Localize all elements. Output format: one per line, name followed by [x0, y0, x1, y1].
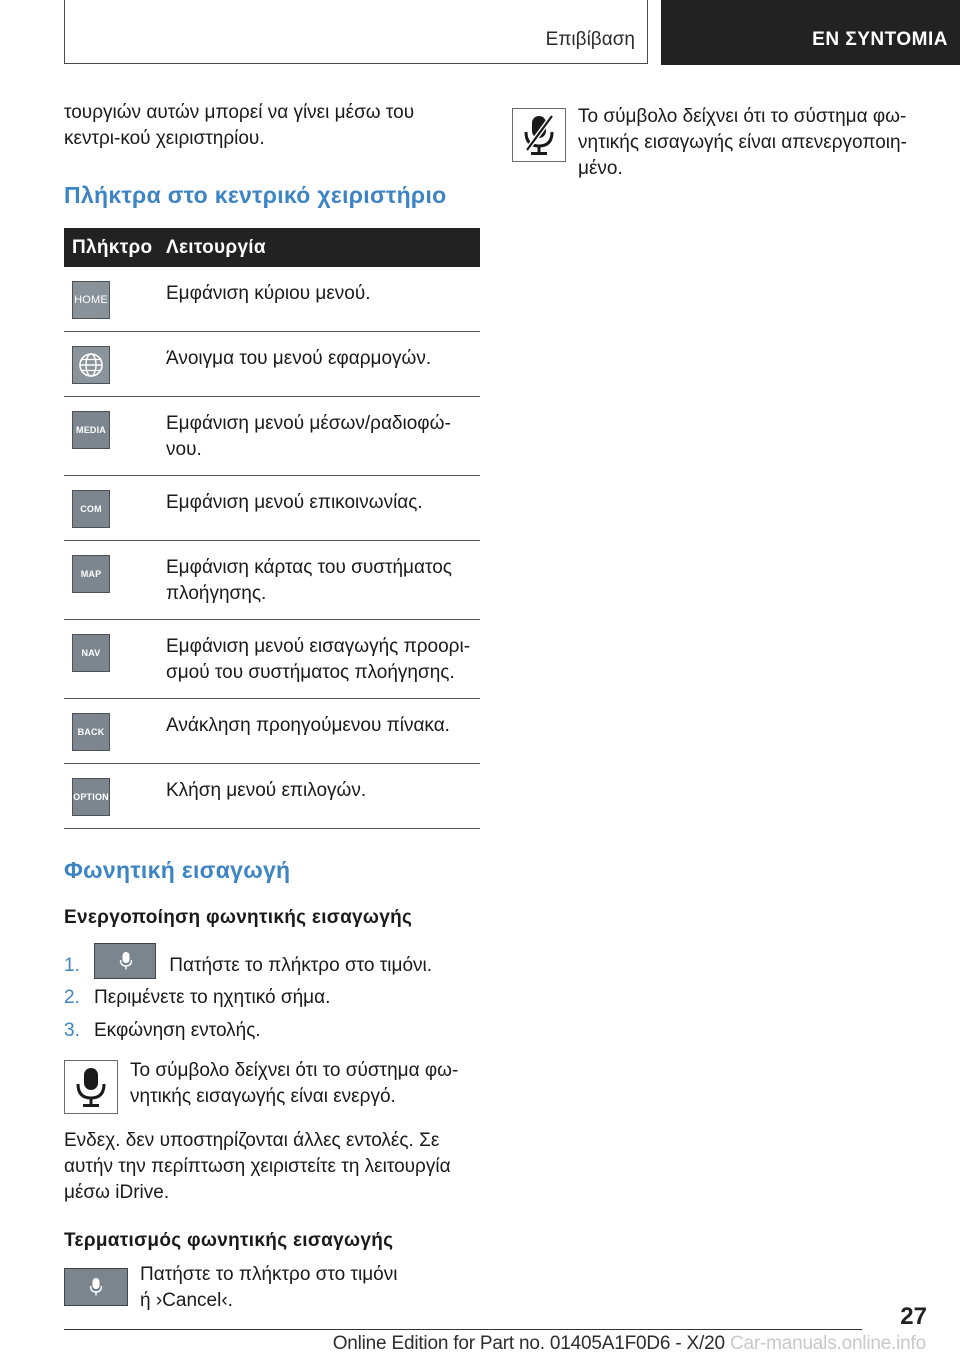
row-function: Εμφάνιση μενού μέσων/ραδιοφώ-νου.: [166, 397, 480, 476]
end-voice-text-line1: Πατήστε το πλήκτρο στο τιμόνι: [140, 1264, 398, 1286]
home-key-icon: HOME: [72, 281, 110, 319]
option-key-icon: OPTION: [72, 778, 110, 816]
header-chapter-title: ΕΝ ΣΥΝΤΟΜΙΑ: [812, 29, 948, 50]
globe-icon: [78, 352, 104, 378]
steering-voice-button-icon: [64, 1268, 128, 1306]
step-number: 2.: [64, 987, 80, 1009]
col-header-function: Λειτουργία: [166, 228, 480, 267]
microphone-icon: [119, 951, 133, 971]
step-text: Εκφώνηση εντολής.: [94, 1020, 261, 1042]
right-column: [512, 100, 912, 180]
media-key-icon: MEDIA: [72, 411, 110, 449]
table-row: [64, 764, 480, 829]
row-function: Άνοιγμα του μενού εφαρμογών.: [166, 332, 480, 397]
step-item: [64, 985, 480, 1011]
globe-key-icon: [72, 346, 110, 384]
step-text: Πατήστε το πλήκτρο στο τιμόνι.: [169, 955, 433, 977]
header-section-title: Επιβίβαση: [545, 29, 635, 50]
steering-voice-button-icon: [94, 943, 156, 979]
microphone-icon: [74, 1066, 108, 1108]
row-function: Εμφάνιση κύριου μενού.: [166, 267, 480, 332]
heading-end-voice: Τερματισμός φωνητικής εισαγωγής: [64, 1230, 394, 1252]
footer-edition: [0, 1333, 926, 1355]
map-key-icon: MAP: [72, 555, 110, 593]
com-key-icon: COM: [72, 490, 110, 528]
microphone-off-icon: [522, 114, 556, 156]
row-function: Εμφάνιση μενού επικοινωνίας.: [166, 476, 480, 541]
voice-active-symbol: [64, 1060, 118, 1114]
voice-inactive-text: Το σύμβολο δείχνει ότι το σύστημα φω-νητικής εισαγωγής είναι απενεργοποιη-μένο.: [578, 106, 907, 179]
step-item: [64, 1018, 480, 1044]
header-chapter-tab: [661, 0, 960, 65]
intro-paragraph: [64, 100, 474, 152]
step-number: 3.: [64, 1020, 80, 1042]
step-number: 1.: [64, 955, 80, 976]
table-row: [64, 620, 480, 699]
table-row: [64, 332, 480, 397]
left-column: [64, 100, 480, 1318]
table-row: [64, 699, 480, 764]
step-item: [64, 943, 480, 979]
row-function: Εμφάνιση μενού εισαγωγής προορι-σμού του συστήματος πλοήγησης.: [166, 620, 480, 699]
voice-inactive-symbol: [512, 108, 566, 162]
voice-active-text: Το σύμβολο δείχνει ότι το σύστημα φω-νητικής εισαγωγής είναι ενεργό.: [130, 1060, 459, 1108]
end-voice-text-line2: ή ›Cancel‹.: [140, 1290, 233, 1312]
footer-watermark: Car-manuals.online.info: [729, 1333, 926, 1354]
back-key-icon: BACK: [72, 713, 110, 751]
activation-steps: [64, 943, 480, 1044]
table-row: [64, 541, 480, 620]
microphone-icon: [89, 1277, 103, 1297]
unsupported-commands-text: Ενδεχ. δεν υποστηρίζονται άλλες εντολές. Σε αυτήν την περίπτωση χειριστείτε τη λειτουργία μέσω iDrive.: [64, 1130, 451, 1204]
heading-voice-input: Φωνητική εισαγωγή: [64, 857, 291, 883]
step-text: Περιμένετε το ηχητικό σήμα.: [94, 987, 331, 1009]
intro-text: τουργιών αυτών μπορεί να γίνει μέσω του κεντρι-κού χειριστηρίου.: [64, 102, 415, 149]
voice-inactive-note: [512, 100, 912, 180]
voice-active-note: [64, 1058, 480, 1114]
page-number: 27: [900, 1303, 927, 1330]
footer-edition-text: Online Edition for Part no. 01405A1F0D6 - X/20: [332, 1333, 725, 1354]
footer-divider: [64, 1329, 862, 1330]
heading-controller-keys: Πλήκτρα στο κεντρικό χειριστήριο: [64, 182, 447, 208]
keys-table-header: [64, 228, 480, 267]
heading-activate-voice: Ενεργοποίηση φωνητικής εισαγωγής: [64, 907, 413, 928]
table-row: [64, 267, 480, 332]
header-section-tab: [64, 0, 648, 64]
col-header-key: Πλήκτρο: [64, 228, 166, 267]
row-function: Εμφάνιση κάρτας του συστήματος πλοήγησης.: [166, 541, 480, 620]
table-row: [64, 476, 480, 541]
row-function: Ανάκληση προηγούμενου πίνακα.: [166, 699, 480, 764]
row-function: Κλήση μενού επιλογών.: [166, 764, 480, 829]
table-row: [64, 397, 480, 476]
end-voice-note: [64, 1262, 480, 1318]
nav-key-icon: NAV: [72, 634, 110, 672]
keys-table: [64, 228, 480, 829]
